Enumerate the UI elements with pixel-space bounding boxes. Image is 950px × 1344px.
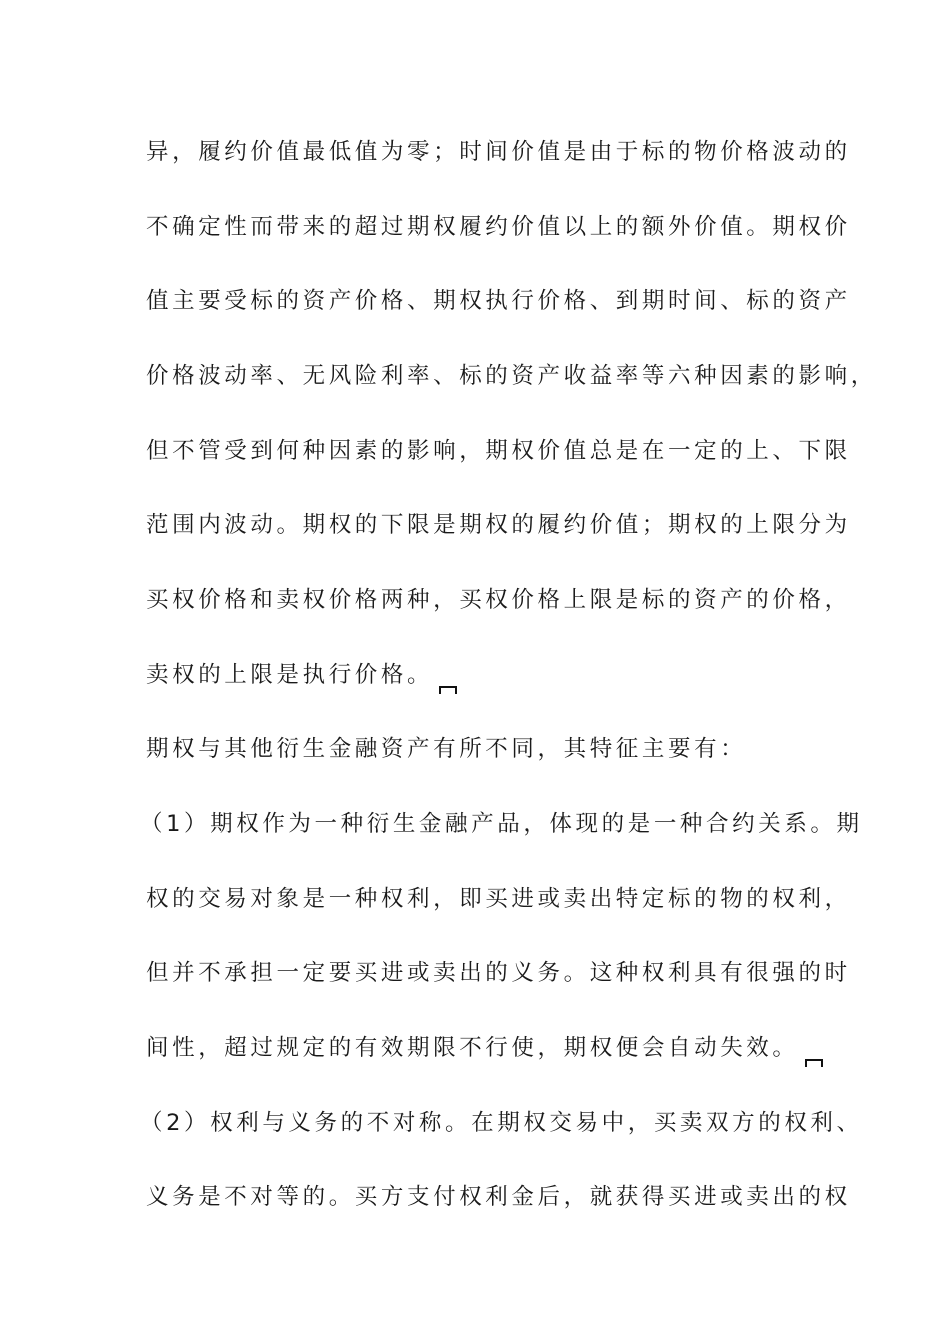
text-line-6: 范围内波动。期权的下限是期权的履约价值；期权的上限分为 <box>146 512 851 538</box>
text-line-14: （2）权利与义务的不对称。在期权交易中，买卖双方的权利、 <box>140 1110 863 1136</box>
text-line-8 <box>146 660 826 690</box>
text-line-13-content: 间性，超过规定的有效期限不行使，期权便会自动失效。 <box>146 1035 799 1061</box>
text-line-8-content: 卖权的上限是执行价格。 <box>146 662 434 688</box>
paragraph-end-mark-icon <box>805 1046 823 1056</box>
text-line-3: 值主要受标的资产价格、期权执行价格、到期时间、标的资产 <box>146 288 851 314</box>
paragraph-end-mark-icon <box>439 673 457 683</box>
text-line-11: 权的交易对象是一种权利，即买进或卖出特定标的物的权利， <box>146 886 851 912</box>
text-line-2: 不确定性而带来的超过期权履约价值以上的额外价值。期权价 <box>146 214 851 240</box>
text-line-15: 义务是不对等的。买方支付权利金后，就获得买进或卖出的权 <box>146 1184 851 1210</box>
text-line-7: 买权价格和卖权价格两种，买权价格上限是标的资产的价格， <box>146 587 851 613</box>
text-line-10: （1）期权作为一种衍生金融产品，体现的是一种合约关系。期 <box>140 811 863 837</box>
text-line-9: 期权与其他衍生金融资产有所不同，其特征主要有： <box>146 736 747 762</box>
text-line-13 <box>146 1033 826 1063</box>
text-line-5: 但不管受到何种因素的影响，期权价值总是在一定的上、下限 <box>146 438 851 464</box>
text-line-1: 异，履约价值最低值为零；时间价值是由于标的物价格波动的 <box>146 139 851 165</box>
text-line-12: 但并不承担一定要买进或卖出的义务。这种权利具有很强的时 <box>146 960 851 986</box>
text-line-4: 价格波动率、无风险利率、标的资产收益率等六种因素的影响， <box>146 363 877 389</box>
